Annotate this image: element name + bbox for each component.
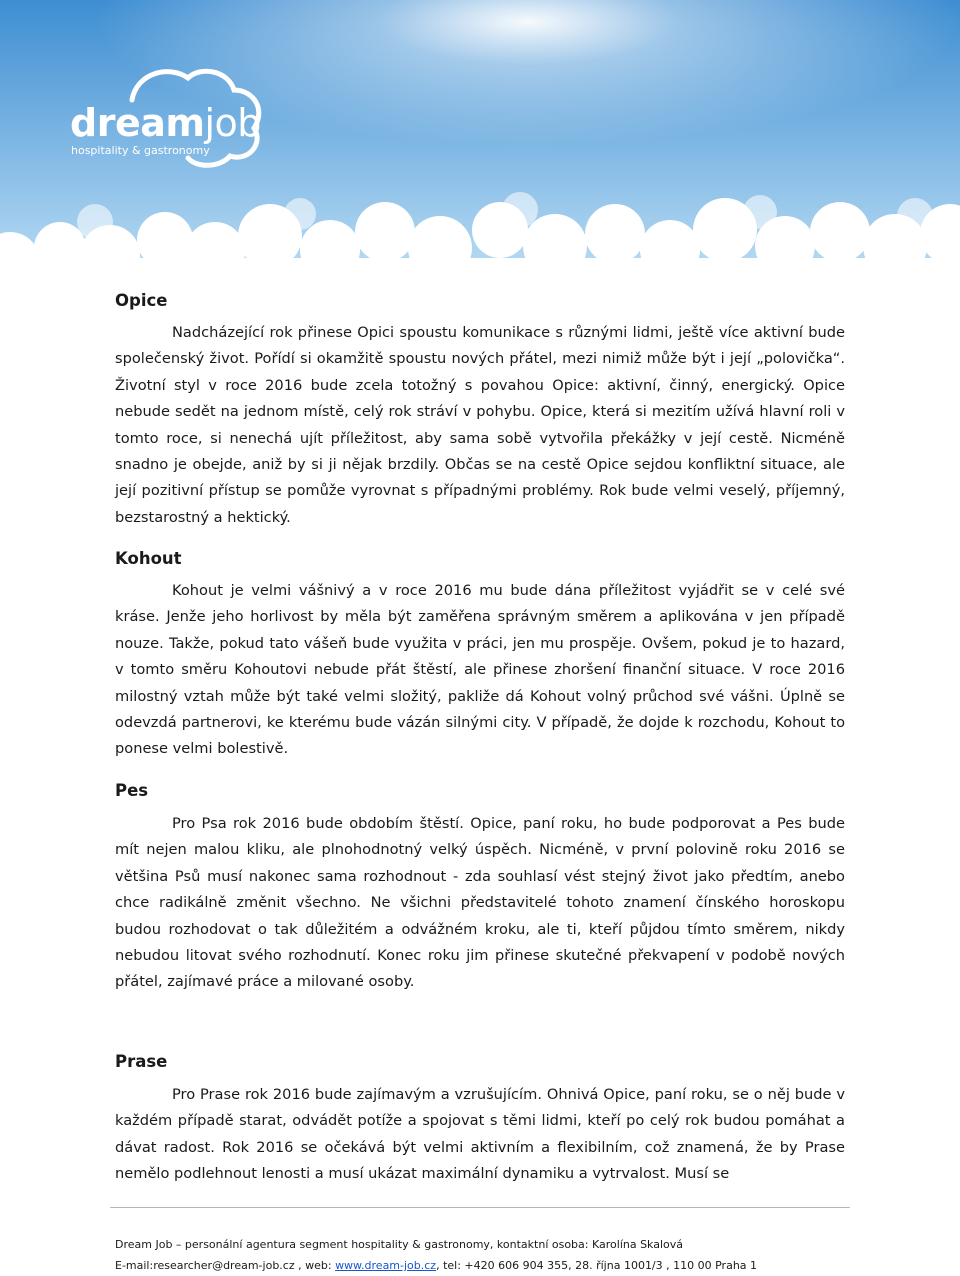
footer-agency-line: Dream Job – personální agentura segment hospitality & gastronomy, kontaktní osoba: Karolína Skalová bbox=[115, 1238, 684, 1251]
section-text-pes: Pro Psa rok 2016 bude obdobím štěstí. Opice, paní roku, ho bude podporovat a Pes bude mít nejen malou kliku, ale plnohodnotný velký úspěch. Nicméně, v první polovině roku 2016 se většina Psů musí nakonec sama rozhodnout - zda souhlasí vést stejný život jako předtím, anebo chce radikálně změnit všechno. Ne všichni představitelé tohoto znamení čínského horoskopu budou rozhodovat o tak důležitém a odvážném kroku, ale ti, kteří půjdou tímto směrem, nikdy nebudou litovat svého rozhodnutí. Konec roku jim přinese skutečné překvapení v podobě nových přátel, zajímavé práce a milované osoby. bbox=[115, 815, 845, 991]
footer-divider bbox=[110, 1207, 850, 1208]
logo-word-bold: dream bbox=[70, 101, 205, 145]
dreamjob-logo bbox=[70, 60, 270, 170]
section-text-kohout: Kohout je velmi vášnivý a v roce 2016 mu bude dána příležitost vyjádřit se v celé své kráse. Jenže jeho horlivost by měla být zaměřena správným směrem a aplikována v jen případě nouze. Takže, pokud tato vášeň bude využita v práci, jen mu prospěje. Ovšem, pokud je to hazard, v tomto směru Kohoutovi nebude přát štěstí, ale přinese zhoršení finanční situace. V roce 2016 milostný vztah může být také velmi složitý, pakliže dá Kohout volný průchod své vášni. Úplně se odevzdá partnerovi, ke kterému bude vázán silnými city. V případě, že dojde k rozchodu, Kohout to ponese velmi bolestivě. bbox=[115, 582, 845, 758]
footer-phone-address: , tel: +420 606 904 355, 28. října 1001/3 , 110 00 Praha 1 bbox=[436, 1259, 758, 1272]
footer-email: E-mail:researcher@dream-job.cz , web: bbox=[115, 1259, 336, 1272]
footer-contact-line bbox=[115, 1260, 850, 1271]
section-title-pes: Pes bbox=[115, 781, 149, 800]
footer-web-link[interactable]: www.dream-job.cz bbox=[335, 1259, 437, 1272]
section-text-opice: Nadcházející rok přinese Opici spoustu komunikace s různými lidmi, ještě více aktivní bude společenský život. Pořídí si okamžitě spoustu nových přátel, mezi nimiž může být i její „polovička“. Životní styl v roce 2016 bude zcela totožný s povahou Opice: aktivní, činný, energický. Opice nebude sedět na jednom místě, celý rok stráví v pohybu. Opice, která si mezitím užívá hlavní roli v tomto roce, si nenechá ujít příležitost, aby sama sobě vytvořila překážky v její cestě. Nicméně snadno je obejde, aniž by si ji nějak brzdily. Občas se na cestě Opice sejdou konfliktní situace, ale její pozitivní přístup se pomůže vyrovnat s případnými problémy. Rok bude velmi veselý, příjemný, bezstarostný a hektický. bbox=[115, 324, 845, 526]
logo-wordmark bbox=[70, 101, 261, 145]
logo-tagline: hospitality & gastronomy bbox=[71, 144, 210, 157]
section-title-opice: Opice bbox=[115, 291, 168, 310]
section-title-kohout: Kohout bbox=[115, 549, 182, 568]
logo-word-light: job bbox=[204, 101, 261, 145]
section-text-prase: Pro Prase rok 2016 bude zajímavým a vzrušujícím. Ohnivá Opice, paní roku, se o něj bude v každém případě starat, odvádět potíže a spojovat s těmi lidmi, kteří po celý rok budou pomáhat a dávat radost. Rok 2016 se očekává být velmi aktivním a flexibilním, což znamená, že by Prase nemělo podlehnout lenosti a musí ukázat maximální dynamiku a vytrvalost. Musí se bbox=[115, 1086, 845, 1183]
header-banner bbox=[0, 0, 960, 275]
section-title-prase: Prase bbox=[115, 1052, 168, 1071]
